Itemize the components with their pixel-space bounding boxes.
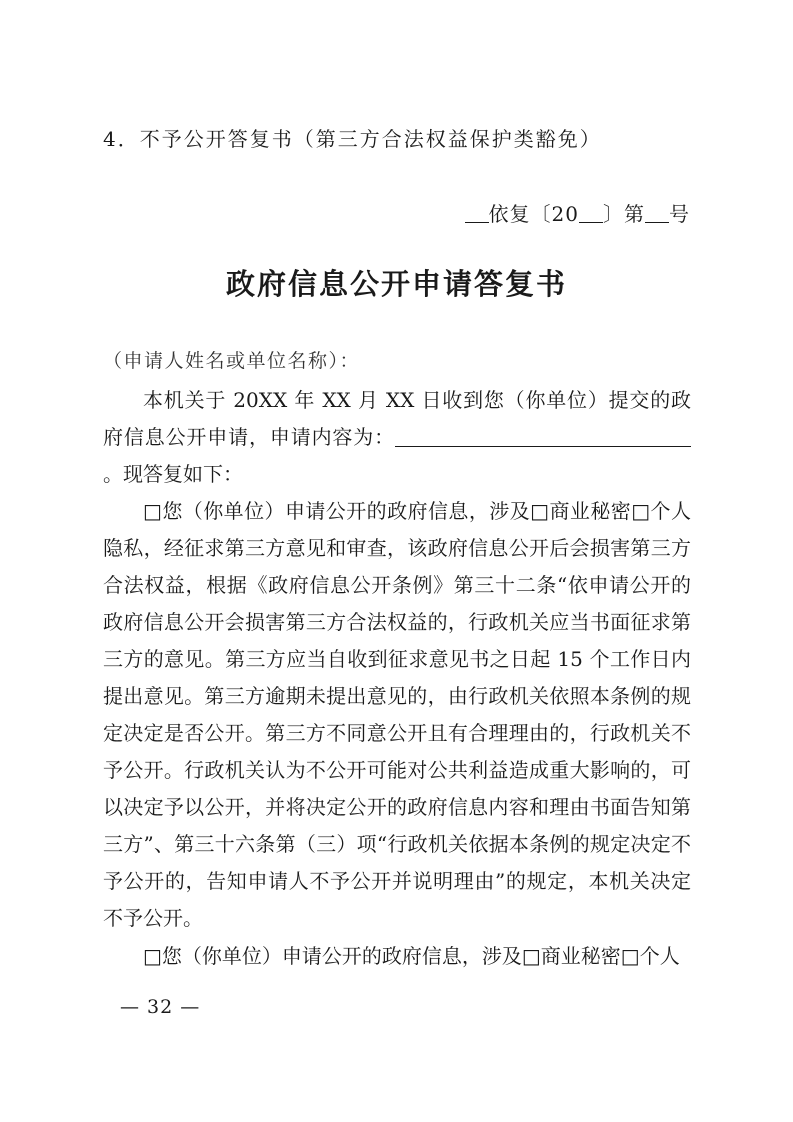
blank-prefix: [465, 204, 489, 223]
addressee-line: （申请人姓名或单位名称）：: [103, 350, 361, 372]
document-number: [465, 198, 690, 227]
paragraph-text: □您（你单位）申请公开的政府信息，涉及□商业秘密□个人隐私，经征求第三方意见和审查，该政府信息公开后会损害第三方合法权益，根据《政府信息公开条例》第三十二条“依申请公开的政府信息公开会损害第三方合法权益的，行政机关应当书面征求第三方的意见。第三方应当自收到征求意见书之日起 15 个工作日内提出意见。第三方逾期未提出意见的，由行政机关依照本条例的规定决定是否公开。第三方不同意公开且有合理理由的，行政机关不予公开。行政机关认为不公开可能对公共利益造成重大影响的，可以决定予以公开，并将决定公开的政府信息内容和理由书面告知第三方”、第三十六条第（三）项“行政机关依据本条例的规定决定不予公开的，告知申请人不予公开并说明理由”的规定，本机关决定不予公开。: [103, 499, 691, 930]
intro-paragraph: [103, 382, 691, 493]
blank-year: [579, 204, 603, 223]
body-paragraph: [103, 493, 691, 937]
doc-number-part1: 依复〔20: [488, 202, 579, 226]
page-number: — 32 —: [120, 996, 201, 1018]
paragraph-text: □您（你单位）申请公开的政府信息，涉及□商业秘密□个人: [143, 944, 680, 968]
doc-number-part2: 〕第: [603, 202, 645, 226]
intro-text: 本机关于 20XX 年 XX 月 XX 日收到您（你单位）提交的政府信息公开申请，申请内容为：: [103, 388, 691, 449]
request-content-blank: [395, 426, 691, 447]
document-title: 政府信息公开申请答复书: [225, 267, 567, 301]
doc-number-part3: 号: [669, 202, 690, 226]
body-paragraph: [103, 938, 691, 975]
blank-serial: [645, 204, 669, 223]
intro-text-end: 。现答复如下：: [103, 462, 243, 486]
section-label: 4．不予公开答复书（第三方合法权益保护类豁免）: [103, 127, 602, 151]
